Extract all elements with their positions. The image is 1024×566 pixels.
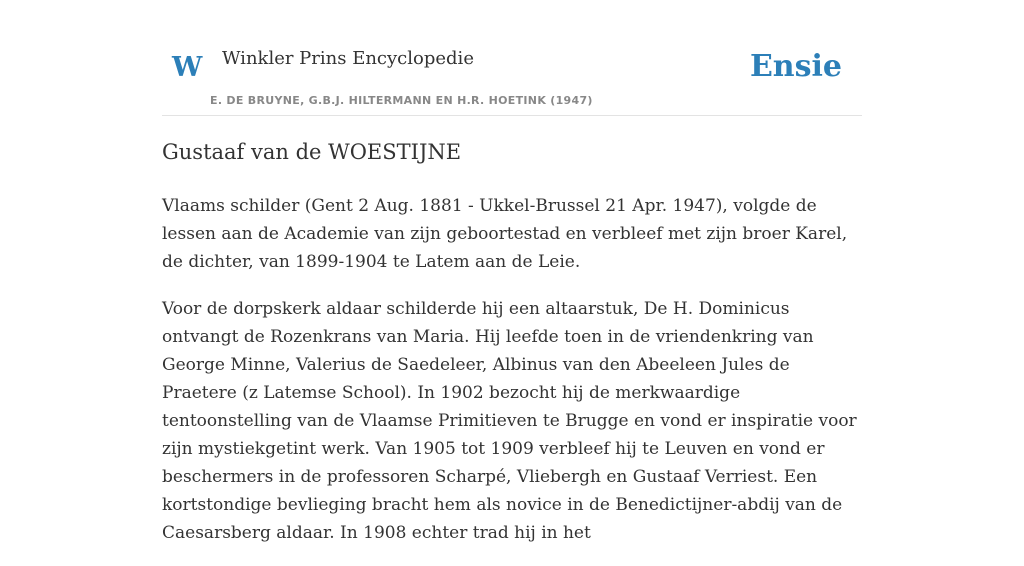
site-brand-logo[interactable]: Ensie bbox=[749, 49, 842, 84]
publication-logo[interactable]: W bbox=[172, 52, 203, 83]
publication-title[interactable]: Winkler Prins Encyclopedie bbox=[222, 48, 474, 69]
publication-authors: E. DE BRUYNE, G.B.J. HILTERMANN EN H.R. HOETINK (1947) bbox=[210, 94, 593, 107]
article bbox=[162, 140, 864, 566]
article-title: Gustaaf van de WOESTIJNE bbox=[162, 140, 462, 164]
article-paragraph: Vlaams schilder (Gent 2 Aug. 1881 - Ukkel-Brussel 21 Apr. 1947), volgde de lessen aan de Academie van zijn geboortestad en verbleef met zijn broer Karel, de dichter, van 1899-1904 te Latem aan de Leie. bbox=[162, 196, 848, 272]
article-paragraph: Voor de dorpskerk aldaar schilderde hij een altaarstuk, De H. Dominicus ontvangt de Rozenkrans van Maria. Hij leefde toen in de vriendenkring van George Minne, Valerius de Saedeleer, Albinus van den Abeeleen Jules de Praetere (z Latemse School). In 1902 bezocht hij de merkwaardige tentoonstelling van de Vlaamse Primitieven te Brugge en vond er inspiratie voor zijn mystiekgetint werk. Van 1905 tot 1909 verbleef hij te Leuven en vond er beschermers in de professoren Scharpé, Vliebergh en Gustaaf Verriest. Een kortstondige bevlieging bracht hem als novice in de Benedictijner-abdij van de Caesarsberg aldaar. In 1908 echter trad hij in het bbox=[162, 299, 857, 543]
site-header bbox=[162, 40, 862, 116]
